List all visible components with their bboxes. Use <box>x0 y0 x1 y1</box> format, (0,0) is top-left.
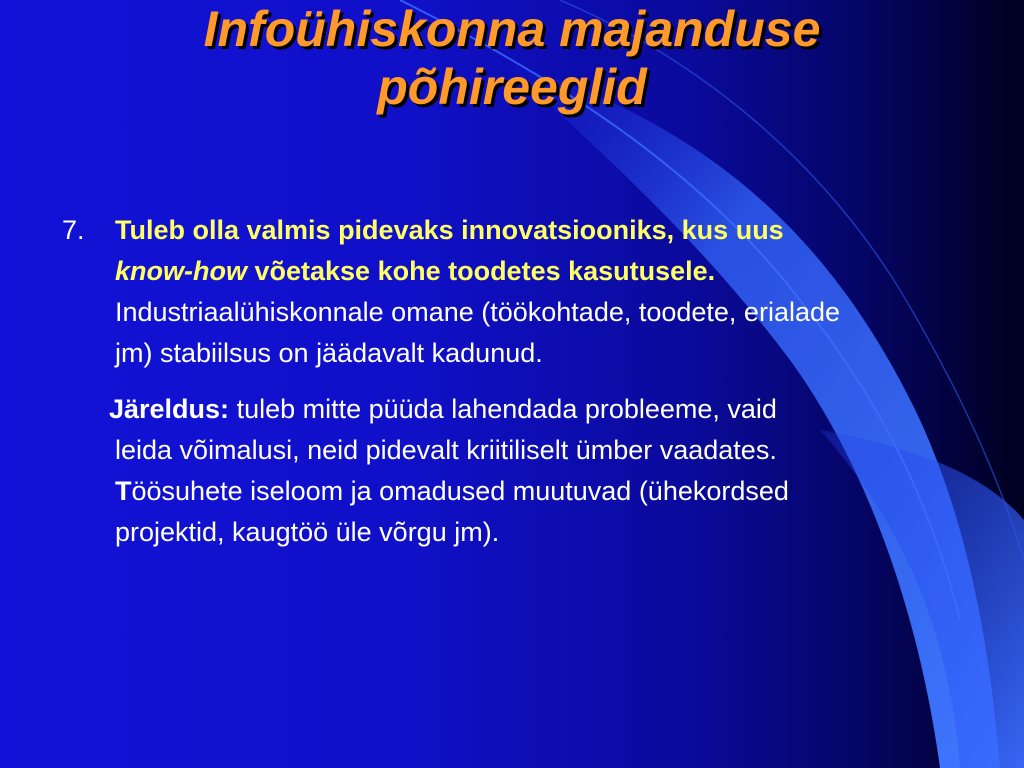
list-item-7 <box>60 210 840 374</box>
item-number: 7. <box>62 215 85 245</box>
conclusion-paragraph <box>60 389 840 553</box>
conclusion-text-end: öösuhete iseloom ja omadused muutuvad (ühekordsed projektid, kaugtöö üle võrgu jm). <box>115 476 789 547</box>
slide-title-line1: Infoühiskonna majanduse <box>203 1 821 57</box>
item-lead-italic: know-how <box>115 256 247 286</box>
item-body-text: Industriaalühiskonnale omane (töökohtade, toodete, erialade jm) stabiilsus on jäädavalt kadunud. <box>115 297 841 368</box>
slide-body <box>60 210 840 553</box>
slide-title <box>60 0 964 116</box>
conclusion-bold-letter: T <box>115 476 132 506</box>
item-lead-text-end: võetakse kohe toodetes kasutusele. <box>246 256 716 286</box>
slide-title-line2: põhireeglid <box>377 59 647 115</box>
conclusion-text: tuleb mitte püüda lahendada probleeme, vaid leida võimalusi, neid pidevalt kriitiliselt ümber vaadates. <box>115 394 777 465</box>
item-lead-text: Tuleb olla valmis pidevaks innovatsiooniks, kus uus <box>115 215 784 245</box>
conclusion-label: Järeldus: <box>109 394 230 424</box>
